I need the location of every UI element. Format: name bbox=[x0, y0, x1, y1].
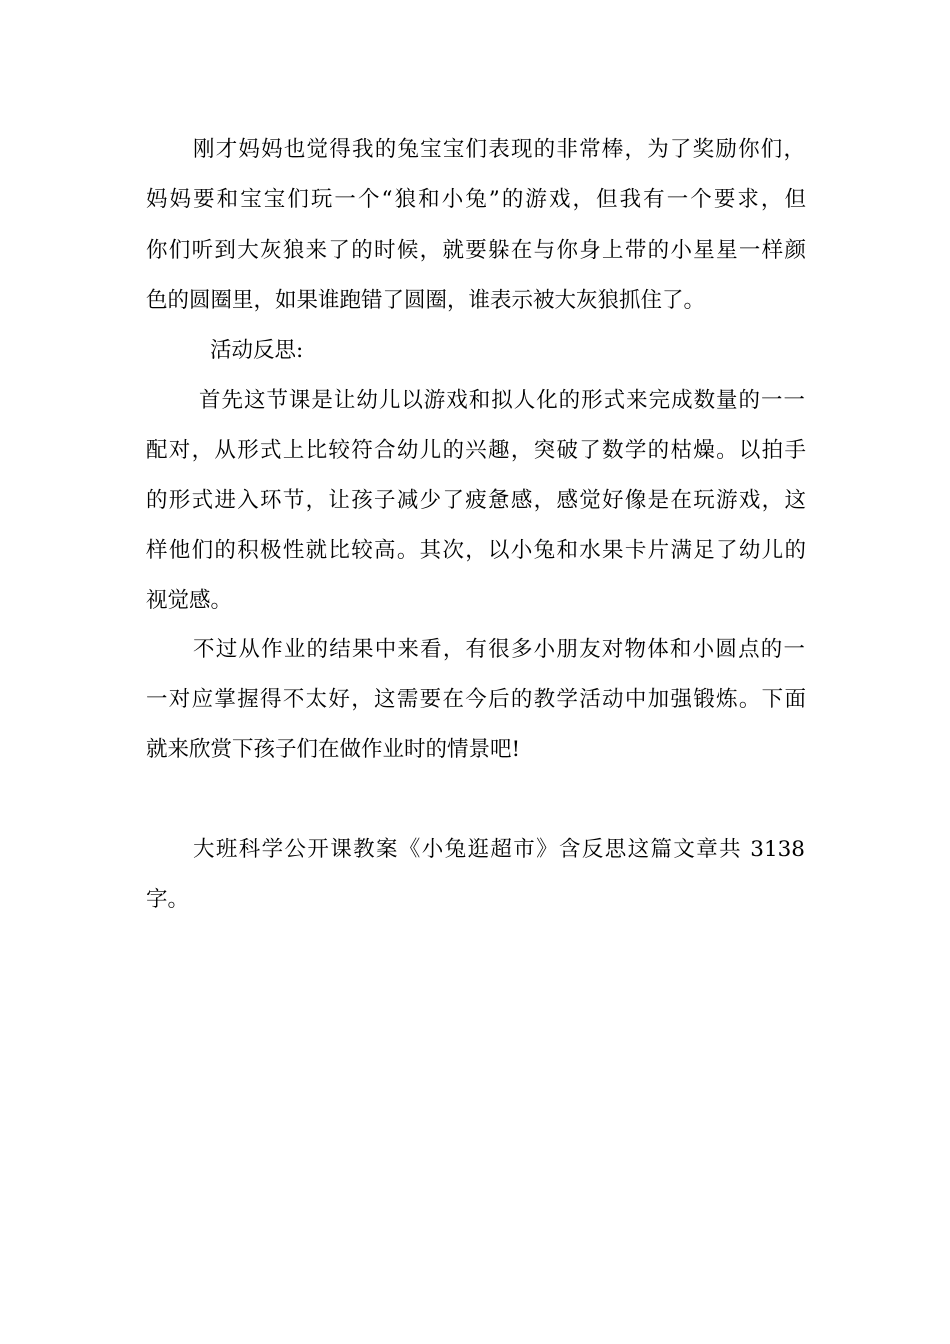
paragraph-1-line-1: 刚才妈妈也觉得我的兔宝宝们表现的非常棒，为了奖励你们， bbox=[193, 137, 805, 162]
footer-line-2: 字。 bbox=[146, 887, 190, 912]
paragraph-2-line-5: 视觉感。 bbox=[146, 588, 233, 613]
paragraph-2-line-1: 首先这节课是让幼儿以游戏和拟人化的形式来完成数量的一一 bbox=[199, 388, 805, 413]
paragraph-1-line-4: 色的圆圈里，如果谁跑错了圆圈，谁表示被大灰狼抓住了。 bbox=[146, 288, 706, 313]
paragraph-2-line-4: 样他们的积极性就比较高。其次，以小兔和水果卡片满足了幼儿的 bbox=[146, 538, 806, 563]
paragraph-1-line-2: 妈妈要和宝宝们玩一个“狼和小兔”的游戏，但我有一个要求，但 bbox=[146, 187, 806, 212]
paragraph-2-line-3: 的形式进入环节，让孩子减少了疲惫感，感觉好像是在玩游戏，这 bbox=[146, 488, 806, 513]
paragraph-3-line-3: 就来欣赏下孩子们在做作业时的情景吧! bbox=[146, 737, 521, 762]
paragraph-2-line-2: 配对，从形式上比较符合幼儿的兴趣，突破了数学的枯燥。以拍手 bbox=[146, 438, 806, 463]
section-heading-reflection: 活动反思: bbox=[210, 338, 304, 363]
paragraph-3-line-1: 不过从作业的结果中来看，有很多小朋友对物体和小圆点的一 bbox=[193, 637, 805, 662]
paragraph-3-line-2: 一对应掌握得不太好，这需要在今后的教学活动中加强锻炼。下面 bbox=[146, 687, 806, 712]
paragraph-1-line-3: 你们听到大灰狼来了的时候，就要躲在与你身上带的小星星一样颜 bbox=[146, 238, 806, 263]
footer-line-1: 大班科学公开课教案《小兔逛超市》含反思这篇文章共 3138 bbox=[193, 837, 805, 862]
